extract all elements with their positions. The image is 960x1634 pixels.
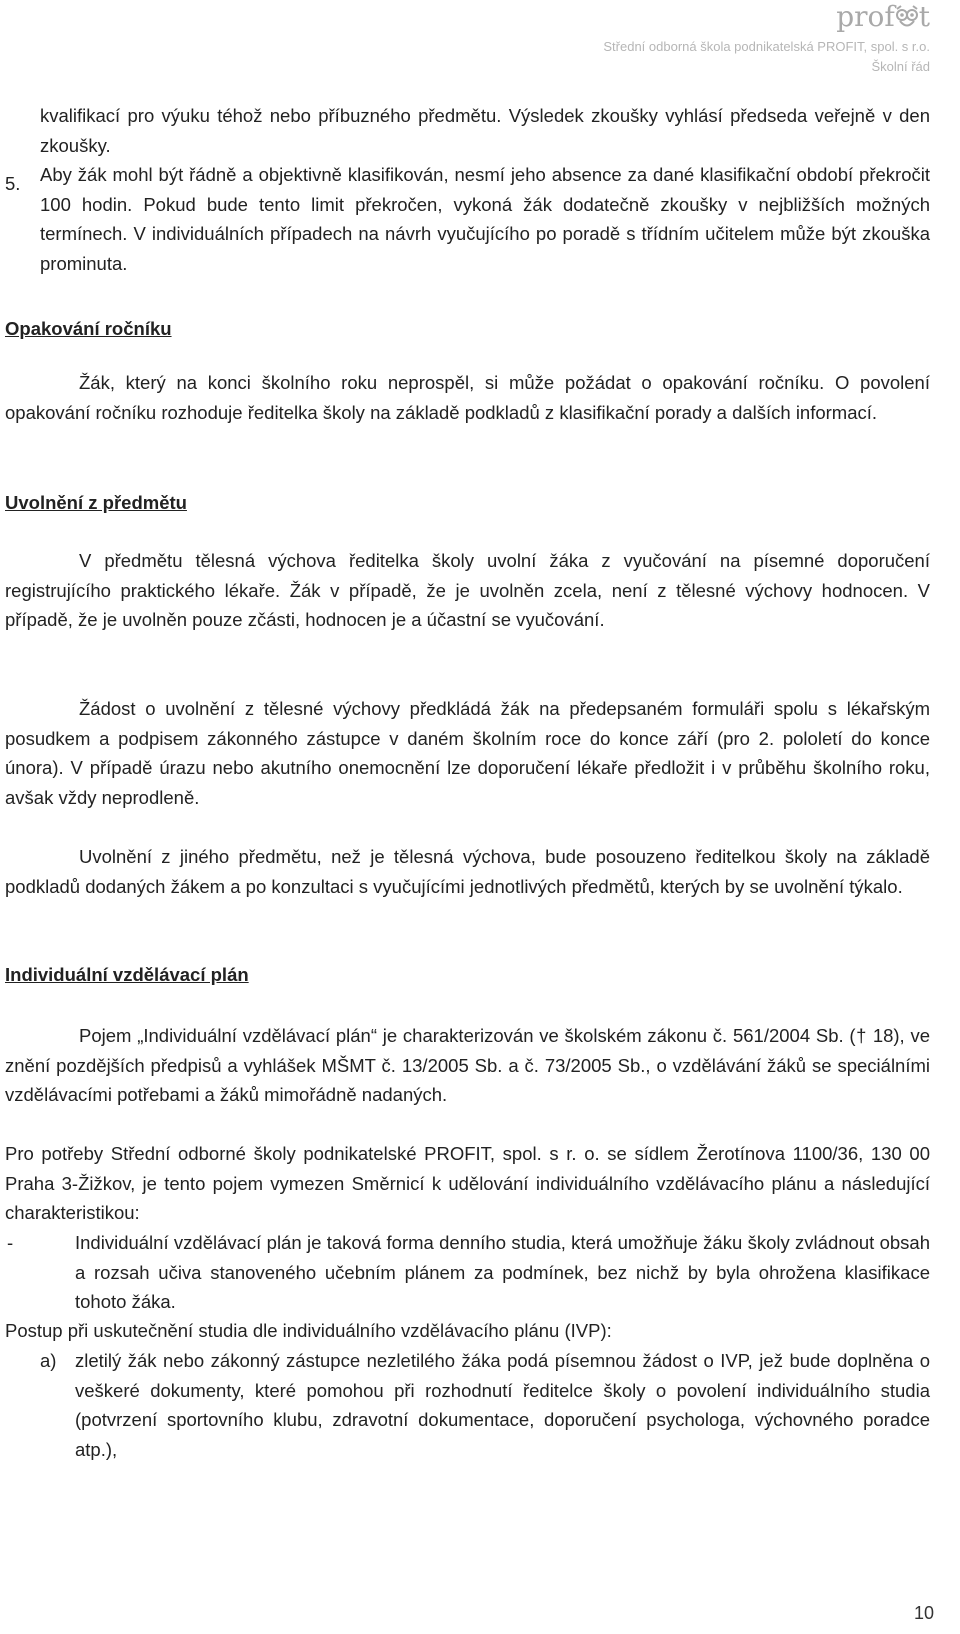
alpha-marker: a) xyxy=(40,1350,57,1371)
list-item-number: 5. xyxy=(5,173,21,194)
heading-ivp: Individuální vzdělávací plán xyxy=(5,964,249,985)
alpha-item-text: zletilý žák nebo zákonný zástupce nezletilého žáka podá písemnou žádost o IVP, jež bude doplněna o veškeré dokumenty, které pomohou při rozhodnutí ředitelce školy o povolení individuálního studia (potvrzení sportovního klubu, zdravotní dokumentace, doporučení psychologa, výchovného poradce atp.), xyxy=(75,1350,930,1460)
dash-list-item xyxy=(5,1228,930,1317)
paragraph-exemption-pe: V předmětu tělesná výchova ředitelka školy uvolní žáka z vyučování na písemné doporučení registrujícího praktického lékaře. Žák v případě, že je uvolněn zcela, není z tělesné výchovy hodnocen. V případě, že je uvolněn pouze zčásti, hodnocen je a účastní se vyučování. xyxy=(5,550,930,631)
heading-exemption: Uvolnění z předmětu xyxy=(5,492,187,513)
alpha-list-item-a xyxy=(5,1346,930,1464)
list-item-5-text: Aby žák mohl být řádně a objektivně klasifikován, nesmí jeho absence za dané klasifikační období překročit 100 hodin. Pokud bude tento limit překročen, vykoná žák dodatečně zkoušky v nejbližších možných termínech. V individuálních případech na návrh vyučujícího po poradě s třídním učitelem může být zkouška prominuta. xyxy=(40,164,930,274)
paragraph-exemption-request: Žádost o uvolnění z tělesné výchovy předkládá žák na předepsaném formuláři spolu s lékařským posudkem a podpisem zákonného zástupce v daném školním roce do konce září (pro 2. pololetí do konce února). V případě úrazu nebo akutního onemocnění lze doporučení lékaře předložit i v průběhu školního roku, avšak vždy neprodleně. xyxy=(5,698,930,808)
heading-repeating-year: Opakování ročníku xyxy=(5,318,172,339)
document-title: Školní řád xyxy=(871,59,930,74)
school-logo xyxy=(836,0,930,34)
school-name: Střední odborná škola podnikatelská PROFIT, spol. s r.o. xyxy=(603,39,930,54)
logo-text: prof xyxy=(836,0,895,33)
dash-item-text: Individuální vzdělávací plán je taková forma denního studia, která umožňuje žáku školy zvládnout obsah a rozsah učiva stanoveného učebním plánem za podmínek, bez nichž by byla ohrožena klasifikace tohoto žáka. xyxy=(75,1232,930,1313)
paragraph-exemption-other: Uvolnění z jiného předmětu, než je tělesná výchova, bude posouzeno ředitelkou školy na základě podkladů dodaných žákem a po konzultaci s vyučujícími jednotlivých předmětů, kterých by se uvolnění týkalo. xyxy=(5,846,930,897)
paragraph-ivp-school: Pro potřeby Střední odborné školy podnikatelské PROFIT, spol. s r. o. se sídlem Žerotínova 1100/36, 130 00 Praha 3-Žižkov, je tento pojem vymezen Směrnicí k udělování individuálního vzdělávacího plánu a následující charakteristikou: xyxy=(5,1143,930,1224)
owl-icon xyxy=(895,4,919,30)
paragraph-continuation: kvalifikací pro výuku téhož nebo příbuzného předmětu. Výsledek zkoušky vyhlásí předseda veřejně v den zkoušky. xyxy=(40,105,930,156)
page-number: 10 xyxy=(913,1603,934,1623)
paragraph-repeating-year: Žák, který na konci školního roku neprospěl, si může požádat o opakování ročníku. O povolení opakování ročníku rozhoduje ředitelka školy na základě podkladů z klasifikační porady a dalších informací. xyxy=(5,372,930,423)
dash-marker: - xyxy=(7,1232,14,1253)
logo-text-end: t xyxy=(918,0,930,33)
paragraph-ivp-definition: Pojem „Individuální vzdělávací plán“ je charakterizován ve školském zákonu č. 561/2004 Sb. († 18), ve znění pozdějších předpisů a vyhlášek MŠMT č. 13/2005 Sb. a č. 73/2005 Sb., o vzdělávání žáků se speciálními vzdělávacími potřebami a žáků mimořádně nadaných. xyxy=(5,1025,930,1106)
paragraph-ivp-procedure: Postup při uskutečnění studia dle individuálního vzdělávacího plánu (IVP): xyxy=(5,1320,612,1341)
